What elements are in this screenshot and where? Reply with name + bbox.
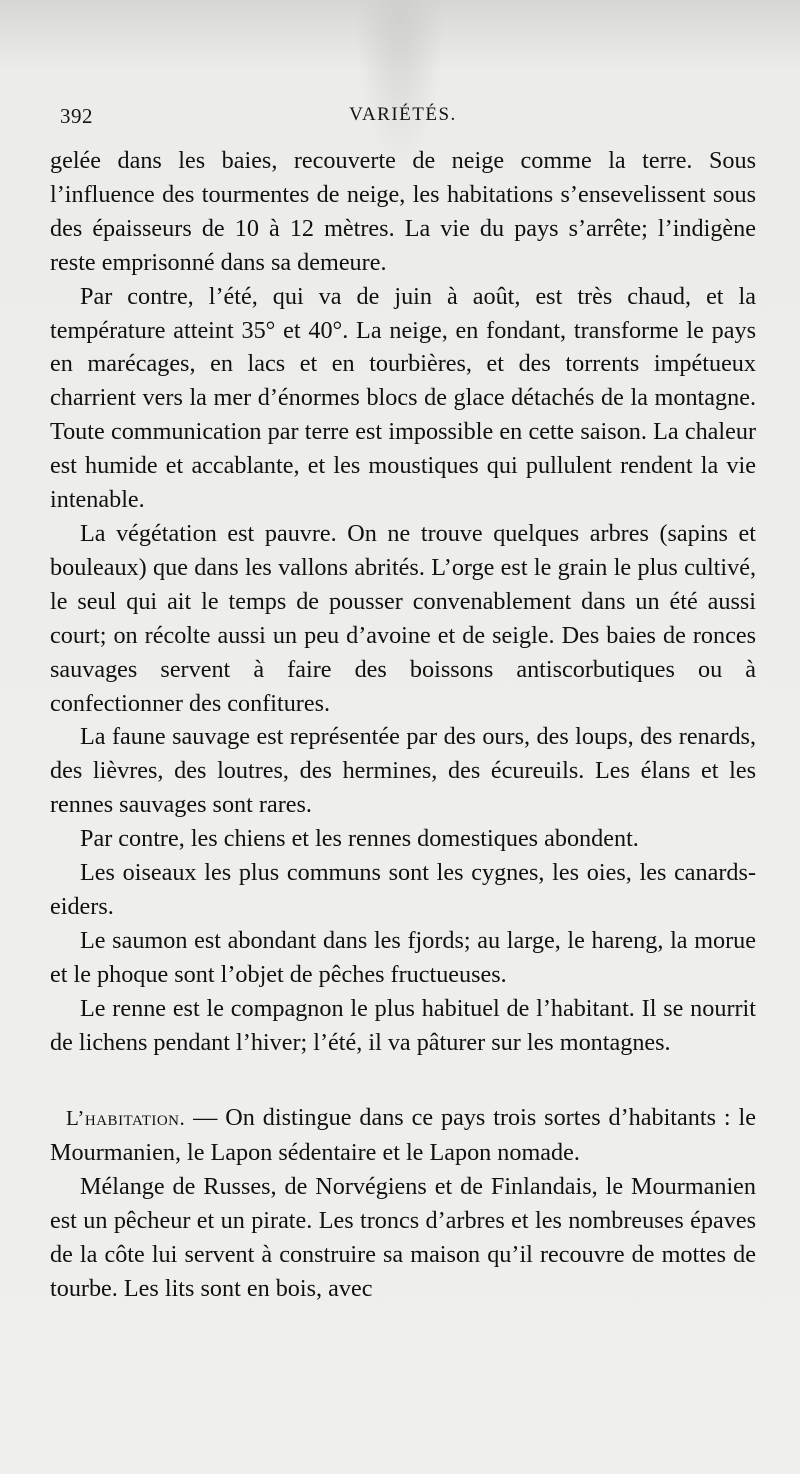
body-text (50, 144, 756, 1306)
paragraph: Les oiseaux les plus communs sont les cygnes, les oies, les canards-eiders. (50, 859, 756, 920)
paragraph: Le renne est le compagnon le plus habituel de l’habitant. Il se nourrit de lichens pendant l’hiver; l’été, il va pâturer sur les montagnes. (50, 994, 756, 1056)
page-header (60, 104, 746, 134)
running-head: VARIÉTÉS. (349, 104, 457, 125)
page-number: 392 (60, 104, 93, 128)
paragraph: gelée dans les baies, recouverte de neige comme la terre. Sous l’influence des tourmentes de neige, les habitations s’ensevelissent sous des épaisseurs de 10 à 12 mètres. La vie du pays s’arrête; l’indigène reste emprisonné dans sa demeure. (50, 147, 756, 276)
section-heading: L’habitation. (66, 1106, 186, 1131)
paragraph: La faune sauvage est représentée par des ours, des loups, des renards, des lièvres, des loutres, des hermines, des écureuils. Les élans et les rennes sauvages sont rares. (50, 723, 756, 819)
paragraph: Mélange de Russes, de Norvégiens et de Finlandais, le Mourmanien est un pêcheur et un pirate. Les troncs d’arbres et les nombreuses épaves de la côte lui servent à construire sa maison qu’il recouvre de mottes de tourbe. Les lits sont en bois, avec (50, 1173, 756, 1302)
paragraph: Par contre, l’été, qui va de juin à août, est très chaud, et la température atteint 35° et 40°. La neige, en fondant, transforme le pays en marécages, en lacs et en tourbières, et des torrents impétueux charrient vers la mer d’énormes blocs de glace détachés de la montagne. Toute communication par terre est impossible en cette saison. La chaleur est humide et accablante, et les moustiques qui pullulent rendent la vie intenable. (50, 282, 756, 514)
paragraph: La végétation est pauvre. On ne trouve quelques arbres (sapins et bouleaux) que dans les vallons abrités. L’orge est le grain le plus cultivé, le seul qui ait le temps de pousser convenablement dans un été aussi court; on récolte aussi un peu d’avoine et de seigle. Des baies de ronces sauvages servent à faire des boissons antiscorbutiques ou à confectionner des confitures. (50, 519, 756, 717)
section-paragraph (50, 1101, 756, 1170)
section-intro-text: — On distingue dans ce pays trois sortes d’habitants : le Mourmanien, le Lapon sédentaire et le Lapon nomade. (50, 1104, 756, 1167)
paragraph: Par contre, les chiens et les rennes domestiques abondent. (80, 825, 639, 853)
paragraph: Le saumon est abondant dans les fjords; au large, le hareng, la morue et le phoque sont l’objet de pêches fructueuses. (50, 926, 756, 988)
